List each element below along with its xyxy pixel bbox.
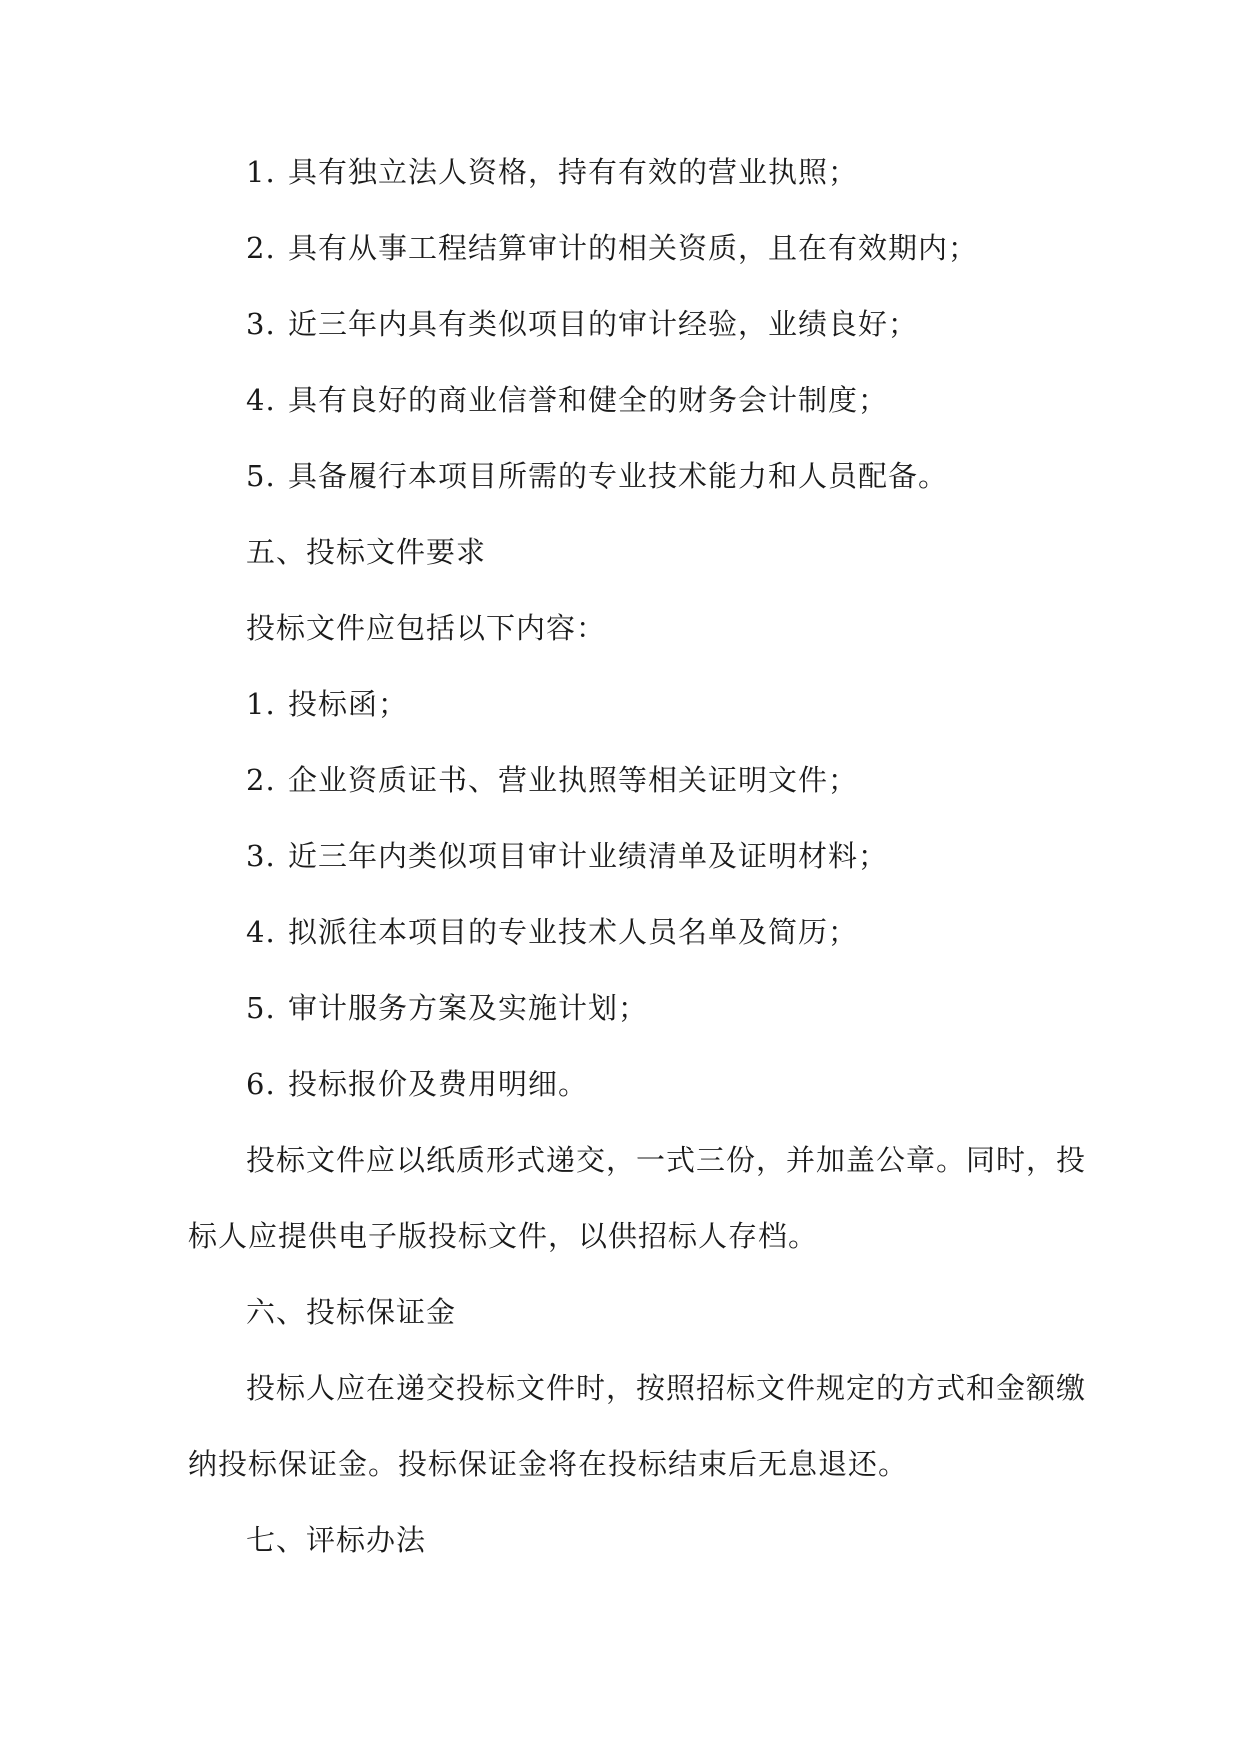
list-item-text: 拟派往本项目的专业技术人员名单及简历； [288, 915, 859, 949]
list-item-text: 投标函； [288, 687, 409, 721]
list-item-number: 6. [246, 1067, 276, 1101]
list-item [246, 456, 948, 496]
list-item-number: 2. [246, 231, 276, 265]
list-item-number: 5. [246, 459, 276, 493]
list-item [246, 304, 918, 344]
list-item-number: 5. [246, 991, 276, 1025]
list-item-text: 近三年内类似项目审计业绩清单及证明材料； [288, 839, 889, 873]
section-intro: 投标文件应包括以下内容： [246, 611, 607, 645]
list-item-number: 2. [246, 763, 276, 797]
list-item [246, 152, 858, 192]
list-item-text: 具有良好的商业信誉和健全的财务会计制度； [288, 383, 889, 417]
list-item-text: 企业资质证书、营业执照等相关证明文件； [288, 763, 859, 797]
list-item [246, 836, 888, 876]
section-heading: 六、投标保证金 [246, 1295, 457, 1329]
list-item [246, 684, 408, 724]
paragraph-line: 投标文件应以纸质形式递交，一式三份，并加盖公章。同时，投 [246, 1143, 1087, 1177]
list-item-text: 具有从事工程结算审计的相关资质，且在有效期内； [288, 231, 979, 265]
list-item [246, 380, 888, 420]
list-item-number: 4. [246, 915, 276, 949]
list-item [246, 228, 978, 268]
list-item-number: 3. [246, 839, 276, 873]
list-item-number: 4. [246, 383, 276, 417]
list-item [246, 912, 858, 952]
list-item-text: 近三年内具有类似项目的审计经验，业绩良好； [288, 307, 919, 341]
section-heading: 七、评标办法 [246, 1523, 427, 1557]
list-item-number: 1. [246, 155, 276, 189]
paragraph-line: 纳投标保证金。投标保证金将在投标结束后无息退还。 [188, 1447, 909, 1481]
list-item-text: 具备履行本项目所需的专业技术能力和人员配备。 [288, 459, 949, 493]
paragraph-line: 投标人应在递交投标文件时，按照招标文件规定的方式和金额缴 [246, 1371, 1087, 1405]
list-item [246, 1064, 588, 1104]
list-item-text: 具有独立法人资格，持有有效的营业执照； [288, 155, 859, 189]
section-heading: 五、投标文件要求 [246, 535, 487, 569]
list-item-text: 投标报价及费用明细。 [288, 1067, 589, 1101]
paragraph-line: 标人应提供电子版投标文件，以供招标人存档。 [188, 1219, 819, 1253]
list-item-text: 审计服务方案及实施计划； [288, 991, 649, 1025]
list-item-number: 3. [246, 307, 276, 341]
list-item [246, 760, 858, 800]
list-item-number: 1. [246, 687, 276, 721]
list-item [246, 988, 648, 1028]
